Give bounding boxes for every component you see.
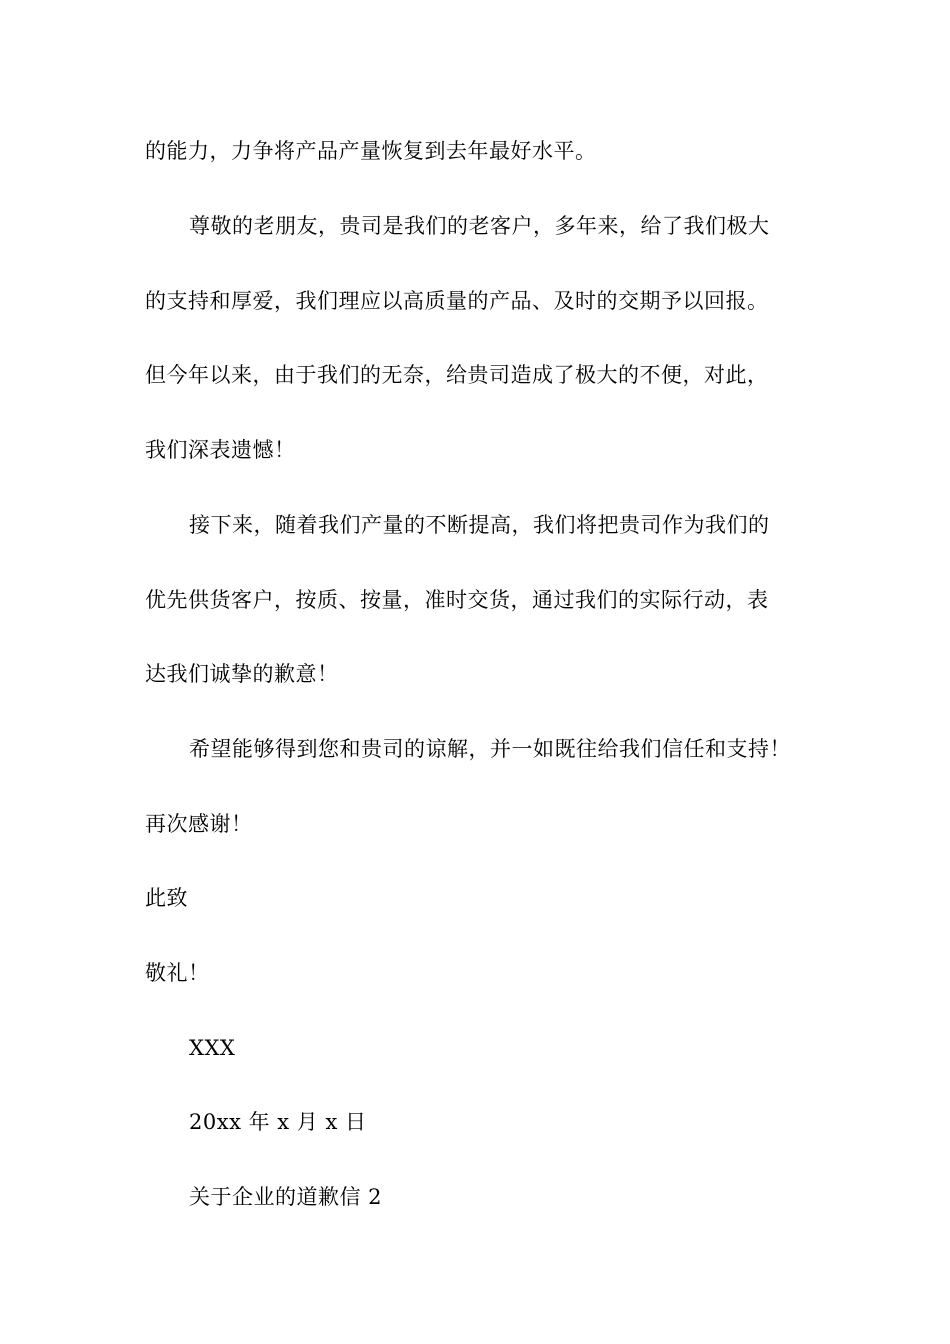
thanks-line: 再次感谢！ bbox=[145, 812, 253, 836]
paragraph-line-3: 的支持和厚爱，我们理应以高质量的产品、及时的交期予以回报。 bbox=[145, 289, 769, 313]
signature-name: XXX bbox=[189, 1036, 236, 1060]
paragraph-line-8: 达我们诚挚的歉意！ bbox=[145, 662, 339, 686]
paragraph-line-9: 希望能够得到您和贵司的谅解，并一如既往给我们信任和支持！ bbox=[189, 737, 791, 761]
salutation-line: 敬礼！ bbox=[145, 961, 210, 985]
paragraph-line-5: 我们深表遗憾！ bbox=[145, 438, 296, 462]
paragraph-line-2: 尊敬的老朋友，贵司是我们的老客户，多年来，给了我们极大 bbox=[189, 214, 770, 238]
paragraph-line-4: 但今年以来，由于我们的无奈，给贵司造成了极大的不便，对此， bbox=[145, 363, 769, 387]
section-heading: 关于企业的道歉信 2 bbox=[189, 1185, 383, 1209]
paragraph-line-6: 接下来，随着我们产量的不断提高，我们将把贵司作为我们的 bbox=[189, 513, 770, 537]
signature-date: 20xx 年 x 月 x 日 bbox=[189, 1110, 367, 1134]
closing-line: 此致 bbox=[145, 886, 188, 910]
paragraph-line-1: 的能力，力争将产品产量恢复到去年最好水平。 bbox=[145, 139, 597, 163]
paragraph-line-7: 优先供货客户，按质、按量，准时交货，通过我们的实际行动，表 bbox=[145, 588, 769, 612]
